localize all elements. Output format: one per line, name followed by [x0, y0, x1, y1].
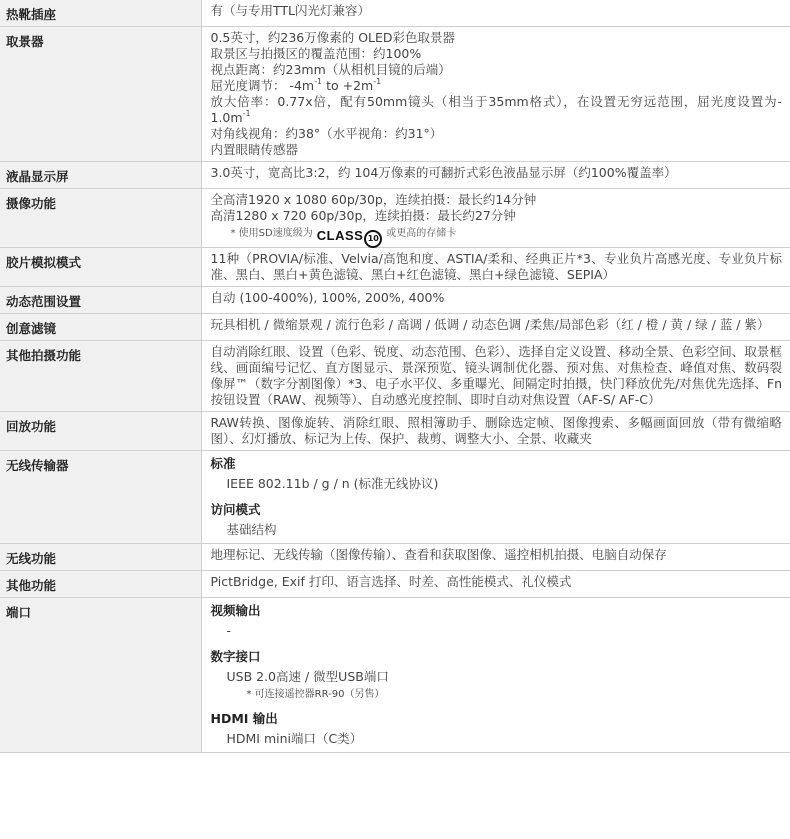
spec-row-other-shooting	[0, 341, 790, 412]
spec-label: 取景器	[0, 27, 201, 162]
spec-line: 高清1280 x 720 60p/30p，连续拍摄：最长约27分钟	[210, 208, 516, 223]
spec-line: 内置眼睛传感器	[210, 142, 299, 157]
spec-value: PictBridge, Exif 打印、语言选择、时差、高性能模式、礼仪模式	[201, 571, 790, 598]
diopter-text: to +2m	[322, 78, 374, 93]
spec-line: 全高清1920 x 1080 60p/30p，连续拍摄：最长约14分钟	[210, 192, 537, 207]
spec-value	[201, 598, 790, 753]
note-text: * 使用SD速度级为	[230, 228, 313, 239]
spec-value: 玩具相机 / 微缩景观 / 流行色彩 / 高调 / 低调 / 动态色调 /柔焦/局部色彩（红 / 橙 / 黄 / 绿 / 蓝 / 紫）	[210, 317, 770, 332]
spec-label: 摄像功能	[0, 189, 201, 248]
sd-card-note	[211, 224, 783, 244]
sub-heading: 标准	[210, 456, 236, 471]
sub-value: USB 2.0高速 / 微型USB端口	[226, 669, 389, 684]
spec-value: 自动 (100-400%), 100%, 200%, 400%	[201, 287, 790, 314]
spec-row-hotshoe	[0, 0, 790, 27]
spec-row-video	[0, 189, 790, 248]
diopter-sup: -1	[314, 77, 323, 86]
spec-label: 无线功能	[0, 544, 201, 571]
spec-row-wireless-function	[0, 544, 790, 571]
spec-label: 无线传输器	[0, 451, 201, 544]
class-logo-word: CLASS	[316, 228, 364, 243]
spec-row-other-functions	[0, 571, 790, 598]
spec-row-lcd	[0, 162, 790, 189]
spec-line: 对角线视角：约38°（水平视角：约31°）	[210, 126, 443, 141]
spec-row-playback	[0, 412, 790, 451]
diopter-sup: -1	[373, 77, 382, 86]
spec-line: 视点距离：约23mm（从相机目镜的后端）	[210, 62, 451, 77]
spec-row-filter	[0, 314, 790, 341]
diopter-line	[211, 78, 783, 94]
spec-label: 动态范围设置	[0, 287, 201, 314]
spec-value: 3.0英寸，宽高比3:2，约 104万像素的可翻折式彩色液晶显示屏（约100%覆盖率）	[201, 162, 790, 189]
sub-heading: 访问模式	[210, 502, 261, 517]
spec-value: 地理标记、无线传输（图像传输）、查看和获取图像、遥控相机拍摄、电脑自动保存	[201, 544, 790, 571]
sub-heading: HDMI 输出	[210, 711, 278, 726]
spec-label: 回放功能	[0, 412, 201, 451]
sub-value: IEEE 802.11b / g / n (标准无线协议)	[226, 476, 439, 491]
spec-label: 胶片模拟模式	[0, 248, 201, 287]
spec-label: 创意滤镜	[0, 314, 201, 341]
spec-label: 其他拍摄功能	[0, 341, 201, 412]
magnification-text: 放大倍率：0.77x倍，配有50mm镜头（相当于35mm格式），在设置无穷远范围，屈光度设置为- 1.0m	[210, 94, 782, 125]
spec-row-viewfinder	[0, 27, 790, 162]
spec-line: 0.5英寸，约236万像素的 OLED彩色取景器	[210, 30, 456, 45]
magnification-sup: -1	[242, 109, 251, 118]
sub-value: HDMI mini端口（C类）	[226, 731, 363, 746]
sub-note: * 可连接遥控器RR-90（另售）	[246, 689, 385, 700]
magnification-line	[211, 94, 783, 126]
sd-class10-logo	[317, 226, 383, 242]
spec-label: 热靴插座	[0, 0, 201, 27]
spec-row-ports	[0, 598, 790, 753]
spec-label: 其他功能	[0, 571, 201, 598]
spec-line: 取景区与拍摄区的覆盖范围：约100%	[210, 46, 422, 61]
sub-heading: 数字接口	[210, 649, 261, 664]
note-text: 或更高的存储卡	[386, 228, 457, 239]
spec-label: 液晶显示屏	[0, 162, 201, 189]
spec-value: RAW转换、图像旋转、消除红眼、照相簿助手、删除选定帧、图像搜索、多幅画面回放（带有微缩略图）、幻灯播放、标记为上传、保护、裁剪、调整大小、全景、收藏夹	[210, 415, 782, 446]
spec-value	[201, 189, 790, 248]
spec-value	[201, 27, 790, 162]
diopter-text: 屈光度调节： -4m	[210, 78, 315, 93]
spec-row-dynamic-range	[0, 287, 790, 314]
spec-label: 端口	[0, 598, 201, 753]
spec-row-film	[0, 248, 790, 287]
sub-heading: 视频输出	[210, 603, 261, 618]
spec-value: 11种（PROVIA/标准、Velvia/高饱和度、ASTIA/柔和、经典正片*3、专业负片高感光度、专业负片标准、黑白、黑白+黄色滤镜、黑白+红色滤镜、黑白+绿色滤镜、SEPIA）	[210, 251, 782, 282]
sub-value: 基础结构	[226, 522, 277, 537]
sub-value: -	[226, 623, 232, 638]
spec-value: 自动消除红眼、设置（色彩、锐度、动态范围、色彩）、选择自定义设置、移动全景、色彩空间、取景框线、画面编号记忆、直方图显示、景深预览、镜头调制优化器、预对焦、对焦检查、峰值对焦、数码裂像屏™（数字分割图像）*3、电子水平仪、多重曝光、间隔定时拍摄，快门释放优先/对焦优先选择、Fn按钮设置（RAW、视频等）、自动感光度控制、即时自动对焦设置（AF-S/ AF-C）	[210, 344, 782, 407]
spec-value: 有（与专用TTL闪光灯兼容）	[201, 0, 790, 27]
spec-value	[201, 451, 790, 544]
class-logo-number: 10	[364, 230, 382, 248]
spec-row-wireless-transmitter	[0, 451, 790, 544]
